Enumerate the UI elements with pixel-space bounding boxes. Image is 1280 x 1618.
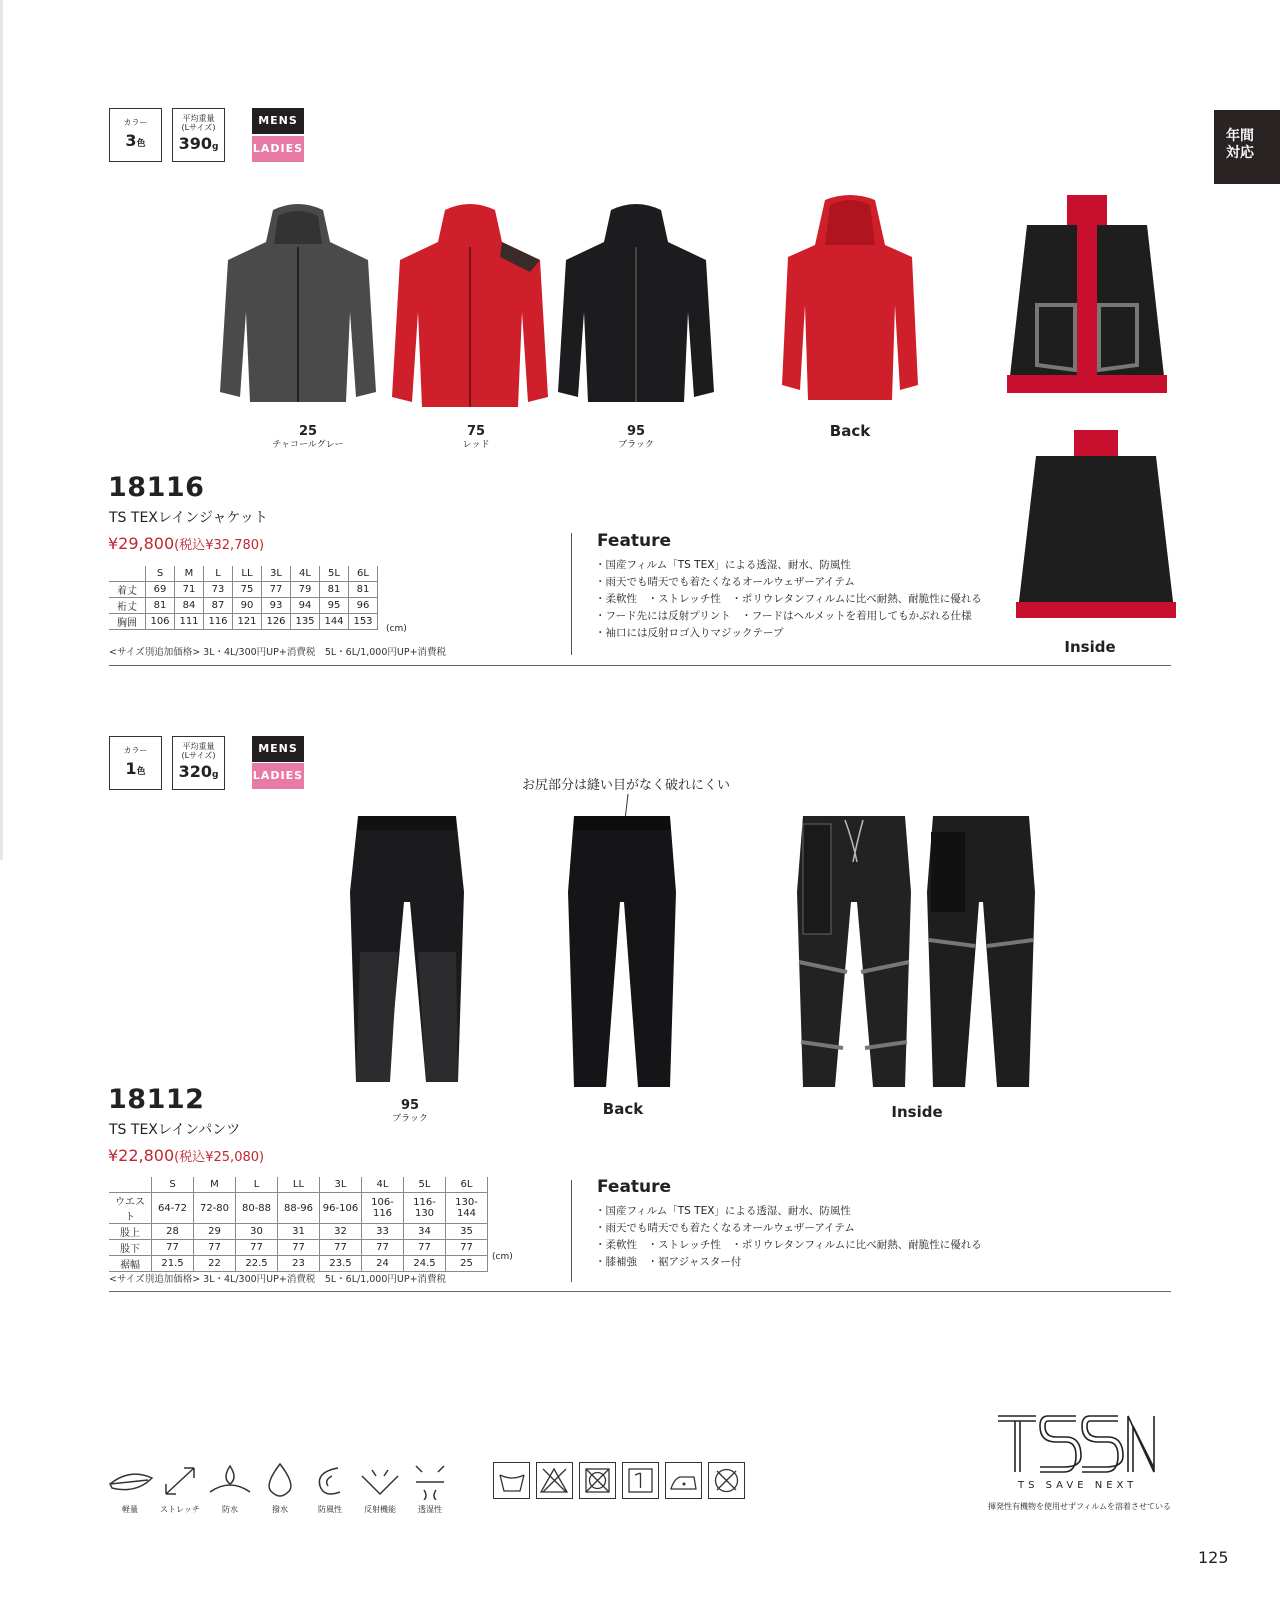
cell: 79 bbox=[291, 582, 320, 598]
cell: 25 bbox=[446, 1256, 488, 1272]
function-item bbox=[302, 1462, 358, 1515]
feature-item: ・雨天でも晴天でも着たくなるオールウェザーアイテム bbox=[595, 576, 855, 588]
function-label: 撥水 bbox=[272, 1505, 288, 1514]
size-header: LL bbox=[233, 566, 262, 582]
function-item bbox=[402, 1462, 458, 1515]
product-name: TS TEXレインジャケット bbox=[109, 510, 268, 526]
pants-size-table bbox=[109, 1177, 488, 1272]
cell: 31 bbox=[278, 1224, 320, 1240]
feature-item: ・国産フィルム「TS TEX」による透湿、耐水、防風性 bbox=[595, 559, 851, 571]
cell: 106-116 bbox=[362, 1193, 404, 1224]
cell: 135 bbox=[291, 614, 320, 630]
size-price-note: <サイズ別追加価格> 3L・4L/300円UP+消費税 5L・6L/1,000円UP+消費税 bbox=[109, 1274, 447, 1285]
cell: 77 bbox=[278, 1240, 320, 1256]
weight-sublabel: (Lサイズ) bbox=[181, 123, 216, 132]
iron-low-icon bbox=[665, 1462, 702, 1499]
pants-color-box bbox=[109, 736, 162, 790]
cell: 24 bbox=[362, 1256, 404, 1272]
cell: 75 bbox=[233, 582, 262, 598]
cell: 144 bbox=[320, 614, 349, 630]
jacket-red-image bbox=[390, 202, 550, 417]
variant-code: 75 bbox=[466, 424, 486, 439]
cell: 30 bbox=[236, 1224, 278, 1240]
cell: 77 bbox=[262, 582, 291, 598]
jacket-inside-image bbox=[1007, 195, 1167, 400]
feature-item: ・柔軟性 ・ストレッチ性 ・ポリウレタンフィルムに比べ耐熱、耐脆性に優れる bbox=[595, 1239, 982, 1251]
feature-list bbox=[595, 557, 982, 642]
unit-label: (cm) bbox=[386, 624, 407, 634]
variant-name: ブラック bbox=[392, 1114, 428, 1124]
cell: 28 bbox=[152, 1224, 194, 1240]
cell: 29 bbox=[194, 1224, 236, 1240]
variant-75-caption bbox=[436, 424, 516, 450]
size-header: M bbox=[175, 566, 204, 582]
no-dry-clean-icon bbox=[708, 1462, 745, 1499]
pants-weight-box bbox=[172, 736, 225, 790]
color-unit: 色 bbox=[136, 139, 146, 149]
product-number: 18112 bbox=[108, 1084, 205, 1115]
back-label: Back bbox=[829, 422, 871, 440]
feature-item: ・柔軟性 ・ストレッチ性 ・ポリウレタンフィルムに比べ耐熱、耐脆性に優れる bbox=[595, 593, 982, 605]
function-label: 透湿性 bbox=[418, 1505, 442, 1514]
stretch-icon bbox=[152, 1462, 208, 1500]
size-header-row bbox=[109, 566, 378, 582]
pants-inside-front-image bbox=[795, 812, 913, 1092]
cell: 77 bbox=[194, 1240, 236, 1256]
cell: 111 bbox=[175, 614, 204, 630]
cell: 94 bbox=[291, 598, 320, 614]
pants-front-image bbox=[348, 812, 468, 1087]
feature-list bbox=[595, 1203, 982, 1271]
function-item bbox=[202, 1462, 258, 1515]
jacket-black-image bbox=[556, 202, 716, 412]
season-tab bbox=[1214, 110, 1280, 184]
product-name: TS TEXレインパンツ bbox=[109, 1122, 241, 1138]
feature-item: ・雨天でも晴天でも着たくなるオールウェザーアイテム bbox=[595, 1222, 855, 1234]
inside-label: Inside bbox=[1064, 638, 1116, 656]
table-row bbox=[109, 1224, 488, 1240]
function-label: ストレッチ bbox=[160, 1505, 200, 1514]
size-header: L bbox=[204, 566, 233, 582]
corner-cell bbox=[109, 1177, 152, 1193]
table-row bbox=[109, 598, 378, 614]
divider bbox=[571, 533, 572, 655]
variant-code: 25 bbox=[298, 424, 318, 439]
cell: 77 bbox=[362, 1240, 404, 1256]
table-row bbox=[109, 1193, 488, 1224]
jacket-weight-box bbox=[172, 108, 225, 162]
season-tab-line2: 対応 bbox=[1226, 145, 1254, 161]
feature-item: ・膝補強 ・裾アジャスター付 bbox=[595, 1256, 742, 1268]
jacket-back-image bbox=[780, 195, 920, 405]
cell: 116-130 bbox=[404, 1193, 446, 1224]
size-header: 6L bbox=[446, 1177, 488, 1193]
cell: 69 bbox=[146, 582, 175, 598]
section-rule bbox=[109, 1291, 1171, 1292]
water-repellent-icon bbox=[252, 1462, 308, 1500]
tssn-note: 揮発性有機物を使用せずフィルムを溶着させている bbox=[988, 1502, 1172, 1511]
variant-95-caption bbox=[596, 424, 676, 450]
color-label: カラー bbox=[123, 746, 148, 755]
cell: 88-96 bbox=[278, 1193, 320, 1224]
cell: 77 bbox=[152, 1240, 194, 1256]
cell: 77 bbox=[320, 1240, 362, 1256]
cell: 84 bbox=[175, 598, 204, 614]
row-label: ウエスト bbox=[109, 1193, 152, 1224]
color-unit: 色 bbox=[136, 767, 146, 777]
function-item bbox=[252, 1462, 308, 1515]
jacket-charcoal-image bbox=[218, 202, 378, 412]
no-bleach-icon bbox=[536, 1462, 573, 1499]
cell: 64-72 bbox=[152, 1193, 194, 1224]
ladies-tag: LADIES bbox=[252, 763, 304, 789]
feather-icon bbox=[102, 1462, 158, 1500]
price-value: ¥29,800 bbox=[108, 534, 175, 553]
cell: 24.5 bbox=[404, 1256, 446, 1272]
cell: 23.5 bbox=[320, 1256, 362, 1272]
cell: 77 bbox=[404, 1240, 446, 1256]
function-item bbox=[102, 1462, 158, 1515]
left-edge-bar bbox=[0, 0, 3, 860]
size-header-row bbox=[109, 1177, 488, 1193]
table-row bbox=[109, 1256, 488, 1272]
cell: 96-106 bbox=[320, 1193, 362, 1224]
no-tumble-dry-icon bbox=[579, 1462, 616, 1499]
feature-item: ・フード先には反射プリント ・フードはヘルメットを着用してもかぶれる仕様 bbox=[595, 610, 972, 622]
cell: 81 bbox=[320, 582, 349, 598]
row-label: 股上 bbox=[109, 1224, 152, 1240]
weight-sublabel: (Lサイズ) bbox=[181, 751, 216, 760]
cell: 33 bbox=[362, 1224, 404, 1240]
waterproof-icon bbox=[202, 1462, 258, 1500]
variant-name: レッド bbox=[462, 440, 490, 450]
jacket-color-box bbox=[109, 108, 162, 162]
feature-item: ・国産フィルム「TS TEX」による透湿、耐水、防風性 bbox=[595, 1205, 851, 1217]
size-header: L bbox=[236, 1177, 278, 1193]
color-label: カラー bbox=[123, 118, 148, 127]
function-label: 防風性 bbox=[318, 1505, 342, 1514]
function-label: 反射機能 bbox=[364, 1505, 396, 1514]
size-header: 5L bbox=[404, 1177, 446, 1193]
cell: 22.5 bbox=[236, 1256, 278, 1272]
row-label: 股下 bbox=[109, 1240, 152, 1256]
row-label: 着丈 bbox=[109, 582, 146, 598]
breathable-icon bbox=[402, 1462, 458, 1500]
table-row bbox=[109, 1240, 488, 1256]
divider bbox=[571, 1180, 572, 1282]
cell: 90 bbox=[233, 598, 262, 614]
cell: 21.5 bbox=[152, 1256, 194, 1272]
jacket-inside-back-image bbox=[1016, 430, 1176, 630]
price bbox=[108, 1146, 264, 1165]
cell: 35 bbox=[446, 1224, 488, 1240]
price-value: ¥22,800 bbox=[108, 1146, 175, 1165]
pants-variant-caption bbox=[370, 1098, 450, 1124]
cell: 81 bbox=[146, 598, 175, 614]
back-label: Back bbox=[602, 1100, 644, 1118]
cell: 80-88 bbox=[236, 1193, 278, 1224]
size-header: 3L bbox=[262, 566, 291, 582]
variant-25-caption bbox=[268, 424, 348, 450]
cell: 32 bbox=[320, 1224, 362, 1240]
cell: 23 bbox=[278, 1256, 320, 1272]
product-number: 18116 bbox=[108, 472, 205, 503]
cell: 116 bbox=[204, 614, 233, 630]
cell: 121 bbox=[233, 614, 262, 630]
tssn-logo-mark bbox=[996, 1412, 1161, 1476]
ladies-tag: LADIES bbox=[252, 136, 304, 162]
mens-tag: MENS bbox=[252, 108, 304, 134]
tssn-logo bbox=[996, 1412, 1161, 1476]
mens-tag: MENS bbox=[252, 736, 304, 762]
table-row bbox=[109, 582, 378, 598]
weight-label: 平均重量 bbox=[182, 114, 215, 123]
size-header: S bbox=[152, 1177, 194, 1193]
color-count: 1 bbox=[125, 759, 137, 778]
weight-unit: g bbox=[211, 142, 219, 152]
variant-name: ブラック bbox=[618, 440, 654, 450]
cell: 22 bbox=[194, 1256, 236, 1272]
cell: 126 bbox=[262, 614, 291, 630]
feature-item: ・袖口には反射ロゴ入りマジックテープ bbox=[595, 627, 784, 639]
pants-back-image bbox=[566, 812, 678, 1092]
variant-code: 95 bbox=[400, 1098, 420, 1113]
size-header: LL bbox=[278, 1177, 320, 1193]
size-header: 3L bbox=[320, 1177, 362, 1193]
weight-value: 390 bbox=[178, 134, 212, 153]
cell: 87 bbox=[204, 598, 233, 614]
price-tax: (税込¥32,780) bbox=[174, 538, 265, 553]
page-number: 125 bbox=[1198, 1548, 1229, 1567]
cell: 96 bbox=[349, 598, 378, 614]
price bbox=[108, 534, 264, 553]
weight-label: 平均重量 bbox=[182, 742, 215, 751]
size-header: 4L bbox=[291, 566, 320, 582]
table-row bbox=[109, 614, 378, 630]
reflective-icon bbox=[352, 1462, 408, 1500]
row-label: 胸囲 bbox=[109, 614, 146, 630]
cell: 106 bbox=[146, 614, 175, 630]
cell: 34 bbox=[404, 1224, 446, 1240]
feature-title: Feature bbox=[597, 531, 672, 551]
cell: 95 bbox=[320, 598, 349, 614]
weight-unit: g bbox=[211, 770, 219, 780]
row-label: 裾幅 bbox=[109, 1256, 152, 1272]
size-header: 5L bbox=[320, 566, 349, 582]
row-label: 裄丈 bbox=[109, 598, 146, 614]
jacket-size-table bbox=[109, 566, 378, 630]
cell: 93 bbox=[262, 598, 291, 614]
variant-code: 95 bbox=[626, 424, 646, 439]
weight-value: 320 bbox=[178, 762, 212, 781]
function-item bbox=[352, 1462, 408, 1515]
cell: 73 bbox=[204, 582, 233, 598]
line-dry-icon bbox=[622, 1462, 659, 1499]
function-label: 軽量 bbox=[122, 1505, 138, 1514]
cell: 72-80 bbox=[194, 1193, 236, 1224]
cell: 77 bbox=[236, 1240, 278, 1256]
unit-label: (cm) bbox=[492, 1252, 513, 1262]
cell: 77 bbox=[446, 1240, 488, 1256]
variant-name: チャコールグレー bbox=[272, 440, 344, 450]
wash-tub-icon bbox=[493, 1462, 530, 1499]
size-header: 6L bbox=[349, 566, 378, 582]
cell: 81 bbox=[349, 582, 378, 598]
cell: 153 bbox=[349, 614, 378, 630]
size-header: S bbox=[146, 566, 175, 582]
size-price-note: <サイズ別追加価格> 3L・4L/300円UP+消費税 5L・6L/1,000円UP+消費税 bbox=[109, 647, 447, 658]
season-tab-line1: 年間 bbox=[1226, 128, 1254, 144]
function-label: 防水 bbox=[222, 1505, 238, 1514]
color-count: 3 bbox=[125, 131, 137, 150]
size-header: 4L bbox=[362, 1177, 404, 1193]
size-header: M bbox=[194, 1177, 236, 1193]
pants-inside-back-image bbox=[925, 812, 1037, 1092]
inside-label: Inside bbox=[891, 1103, 943, 1121]
feature-title: Feature bbox=[597, 1177, 672, 1197]
price-tax: (税込¥25,080) bbox=[174, 1150, 265, 1165]
windproof-icon bbox=[302, 1462, 358, 1500]
cell: 130-144 bbox=[446, 1193, 488, 1224]
cell: 71 bbox=[175, 582, 204, 598]
function-item bbox=[152, 1462, 208, 1515]
section-rule bbox=[109, 665, 1171, 666]
callout-text: お尻部分は縫い目がなく破れにくい bbox=[522, 778, 731, 793]
tssn-subtitle: TS SAVE NEXT bbox=[1018, 1480, 1138, 1491]
corner-cell bbox=[109, 566, 146, 582]
